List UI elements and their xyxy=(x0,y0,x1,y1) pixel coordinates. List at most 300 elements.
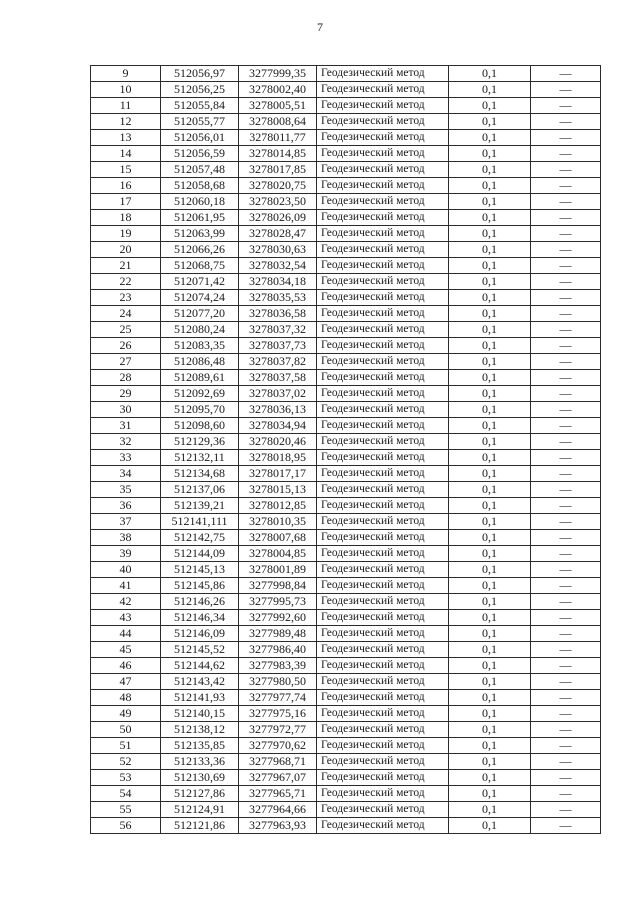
method-cell: Геодезический метод xyxy=(317,610,449,626)
note-cell: — xyxy=(531,754,601,770)
point-number-cell: 19 xyxy=(91,226,161,242)
table-row xyxy=(91,690,601,706)
table-row xyxy=(91,530,601,546)
note-cell: — xyxy=(531,210,601,226)
table-row xyxy=(91,274,601,290)
x-coordinate-cell: 512068,75 xyxy=(161,258,239,274)
accuracy-cell: 0,1 xyxy=(449,738,531,754)
table-row xyxy=(91,178,601,194)
x-coordinate-cell: 512134,68 xyxy=(161,466,239,482)
point-number-cell: 45 xyxy=(91,642,161,658)
note-cell: — xyxy=(531,226,601,242)
method-cell: Геодезический метод xyxy=(317,754,449,770)
x-coordinate-cell: 512071,42 xyxy=(161,274,239,290)
note-cell: — xyxy=(531,98,601,114)
accuracy-cell: 0,1 xyxy=(449,354,531,370)
accuracy-cell: 0,1 xyxy=(449,146,531,162)
y-coordinate-cell: 3277970,62 xyxy=(239,738,317,754)
y-coordinate-cell: 3278034,94 xyxy=(239,418,317,434)
x-coordinate-cell: 512089,61 xyxy=(161,370,239,386)
note-cell: — xyxy=(531,178,601,194)
table-row xyxy=(91,402,601,418)
y-coordinate-cell: 3277975,16 xyxy=(239,706,317,722)
point-number-cell: 41 xyxy=(91,578,161,594)
method-cell: Геодезический метод xyxy=(317,626,449,642)
method-cell: Геодезический метод xyxy=(317,466,449,482)
method-cell: Геодезический метод xyxy=(317,738,449,754)
table-row xyxy=(91,434,601,450)
note-cell: — xyxy=(531,786,601,802)
note-cell: — xyxy=(531,418,601,434)
accuracy-cell: 0,1 xyxy=(449,162,531,178)
accuracy-cell: 0,1 xyxy=(449,306,531,322)
note-cell: — xyxy=(531,530,601,546)
point-number-cell: 18 xyxy=(91,210,161,226)
note-cell: — xyxy=(531,738,601,754)
x-coordinate-cell: 512098,60 xyxy=(161,418,239,434)
x-coordinate-cell: 512074,24 xyxy=(161,290,239,306)
method-cell: Геодезический метод xyxy=(317,530,449,546)
y-coordinate-cell: 3277986,40 xyxy=(239,642,317,658)
method-cell: Геодезический метод xyxy=(317,482,449,498)
x-coordinate-cell: 512063,99 xyxy=(161,226,239,242)
method-cell: Геодезический метод xyxy=(317,594,449,610)
y-coordinate-cell: 3278030,63 xyxy=(239,242,317,258)
accuracy-cell: 0,1 xyxy=(449,466,531,482)
y-coordinate-cell: 3277995,73 xyxy=(239,594,317,610)
x-coordinate-cell: 512138,12 xyxy=(161,722,239,738)
y-coordinate-cell: 3278012,85 xyxy=(239,498,317,514)
point-number-cell: 56 xyxy=(91,818,161,834)
point-number-cell: 27 xyxy=(91,354,161,370)
point-number-cell: 52 xyxy=(91,754,161,770)
y-coordinate-cell: 3278037,82 xyxy=(239,354,317,370)
method-cell: Геодезический метод xyxy=(317,354,449,370)
x-coordinate-cell: 512129,36 xyxy=(161,434,239,450)
accuracy-cell: 0,1 xyxy=(449,226,531,242)
point-number-cell: 53 xyxy=(91,770,161,786)
coordinates-table xyxy=(90,65,601,834)
accuracy-cell: 0,1 xyxy=(449,434,531,450)
note-cell: — xyxy=(531,466,601,482)
note-cell: — xyxy=(531,130,601,146)
method-cell: Геодезический метод xyxy=(317,786,449,802)
y-coordinate-cell: 3278002,40 xyxy=(239,82,317,98)
point-number-cell: 28 xyxy=(91,370,161,386)
accuracy-cell: 0,1 xyxy=(449,370,531,386)
x-coordinate-cell: 512061,95 xyxy=(161,210,239,226)
table-row xyxy=(91,642,601,658)
method-cell: Геодезический метод xyxy=(317,258,449,274)
method-cell: Геодезический метод xyxy=(317,402,449,418)
point-number-cell: 30 xyxy=(91,402,161,418)
x-coordinate-cell: 512132,11 xyxy=(161,450,239,466)
method-cell: Геодезический метод xyxy=(317,146,449,162)
x-coordinate-cell: 512055,84 xyxy=(161,98,239,114)
point-number-cell: 43 xyxy=(91,610,161,626)
table-row xyxy=(91,130,601,146)
x-coordinate-cell: 512083,35 xyxy=(161,338,239,354)
accuracy-cell: 0,1 xyxy=(449,130,531,146)
y-coordinate-cell: 3278032,54 xyxy=(239,258,317,274)
table-row xyxy=(91,306,601,322)
accuracy-cell: 0,1 xyxy=(449,594,531,610)
point-number-cell: 37 xyxy=(91,514,161,530)
note-cell: — xyxy=(531,770,601,786)
accuracy-cell: 0,1 xyxy=(449,658,531,674)
table-row xyxy=(91,98,601,114)
table-row xyxy=(91,450,601,466)
accuracy-cell: 0,1 xyxy=(449,418,531,434)
y-coordinate-cell: 3277983,39 xyxy=(239,658,317,674)
point-number-cell: 15 xyxy=(91,162,161,178)
point-number-cell: 14 xyxy=(91,146,161,162)
accuracy-cell: 0,1 xyxy=(449,322,531,338)
x-coordinate-cell: 512141,93 xyxy=(161,690,239,706)
point-number-cell: 44 xyxy=(91,626,161,642)
point-number-cell: 20 xyxy=(91,242,161,258)
y-coordinate-cell: 3278007,68 xyxy=(239,530,317,546)
point-number-cell: 55 xyxy=(91,802,161,818)
table-row xyxy=(91,658,601,674)
accuracy-cell: 0,1 xyxy=(449,770,531,786)
point-number-cell: 23 xyxy=(91,290,161,306)
note-cell: — xyxy=(531,162,601,178)
table-row xyxy=(91,786,601,802)
x-coordinate-cell: 512137,06 xyxy=(161,482,239,498)
point-number-cell: 42 xyxy=(91,594,161,610)
x-coordinate-cell: 512145,52 xyxy=(161,642,239,658)
y-coordinate-cell: 3277965,71 xyxy=(239,786,317,802)
y-coordinate-cell: 3278028,47 xyxy=(239,226,317,242)
y-coordinate-cell: 3277999,35 xyxy=(239,66,317,82)
note-cell: — xyxy=(531,354,601,370)
x-coordinate-cell: 512127,86 xyxy=(161,786,239,802)
method-cell: Геодезический метод xyxy=(317,242,449,258)
table-row xyxy=(91,770,601,786)
y-coordinate-cell: 3277964,66 xyxy=(239,802,317,818)
point-number-cell: 25 xyxy=(91,322,161,338)
note-cell: — xyxy=(531,546,601,562)
note-cell: — xyxy=(531,514,601,530)
accuracy-cell: 0,1 xyxy=(449,338,531,354)
method-cell: Геодезический метод xyxy=(317,674,449,690)
table-row xyxy=(91,418,601,434)
y-coordinate-cell: 3278008,64 xyxy=(239,114,317,130)
table-row xyxy=(91,354,601,370)
point-number-cell: 51 xyxy=(91,738,161,754)
x-coordinate-cell: 512141,111 xyxy=(161,514,239,530)
y-coordinate-cell: 3277989,48 xyxy=(239,626,317,642)
table-row xyxy=(91,466,601,482)
table-row xyxy=(91,370,601,386)
accuracy-cell: 0,1 xyxy=(449,210,531,226)
method-cell: Геодезический метод xyxy=(317,450,449,466)
accuracy-cell: 0,1 xyxy=(449,802,531,818)
note-cell: — xyxy=(531,146,601,162)
x-coordinate-cell: 512140,15 xyxy=(161,706,239,722)
method-cell: Геодезический метод xyxy=(317,562,449,578)
note-cell: — xyxy=(531,722,601,738)
point-number-cell: 16 xyxy=(91,178,161,194)
table-row xyxy=(91,82,601,98)
table-row xyxy=(91,242,601,258)
note-cell: — xyxy=(531,626,601,642)
table-row xyxy=(91,386,601,402)
accuracy-cell: 0,1 xyxy=(449,66,531,82)
method-cell: Геодезический метод xyxy=(317,370,449,386)
table-row xyxy=(91,498,601,514)
method-cell: Геодезический метод xyxy=(317,578,449,594)
x-coordinate-cell: 512133,36 xyxy=(161,754,239,770)
y-coordinate-cell: 3277992,60 xyxy=(239,610,317,626)
accuracy-cell: 0,1 xyxy=(449,482,531,498)
method-cell: Геодезический метод xyxy=(317,386,449,402)
point-number-cell: 9 xyxy=(91,66,161,82)
x-coordinate-cell: 512144,62 xyxy=(161,658,239,674)
y-coordinate-cell: 3277977,74 xyxy=(239,690,317,706)
y-coordinate-cell: 3277998,84 xyxy=(239,578,317,594)
note-cell: — xyxy=(531,258,601,274)
accuracy-cell: 0,1 xyxy=(449,98,531,114)
y-coordinate-cell: 3278005,51 xyxy=(239,98,317,114)
point-number-cell: 31 xyxy=(91,418,161,434)
method-cell: Геодезический метод xyxy=(317,498,449,514)
accuracy-cell: 0,1 xyxy=(449,178,531,194)
table-row xyxy=(91,66,601,82)
method-cell: Геодезический метод xyxy=(317,114,449,130)
note-cell: — xyxy=(531,818,601,834)
method-cell: Геодезический метод xyxy=(317,802,449,818)
note-cell: — xyxy=(531,482,601,498)
table-row xyxy=(91,194,601,210)
x-coordinate-cell: 512066,26 xyxy=(161,242,239,258)
x-coordinate-cell: 512056,97 xyxy=(161,66,239,82)
x-coordinate-cell: 512145,86 xyxy=(161,578,239,594)
method-cell: Геодезический метод xyxy=(317,322,449,338)
point-number-cell: 35 xyxy=(91,482,161,498)
y-coordinate-cell: 3278015,13 xyxy=(239,482,317,498)
note-cell: — xyxy=(531,706,601,722)
y-coordinate-cell: 3277963,93 xyxy=(239,818,317,834)
x-coordinate-cell: 512139,21 xyxy=(161,498,239,514)
table-row xyxy=(91,146,601,162)
accuracy-cell: 0,1 xyxy=(449,258,531,274)
table-row xyxy=(91,322,601,338)
point-number-cell: 38 xyxy=(91,530,161,546)
note-cell: — xyxy=(531,66,601,82)
note-cell: — xyxy=(531,194,601,210)
point-number-cell: 48 xyxy=(91,690,161,706)
accuracy-cell: 0,1 xyxy=(449,242,531,258)
method-cell: Геодезический метод xyxy=(317,658,449,674)
point-number-cell: 22 xyxy=(91,274,161,290)
accuracy-cell: 0,1 xyxy=(449,674,531,690)
accuracy-cell: 0,1 xyxy=(449,690,531,706)
point-number-cell: 40 xyxy=(91,562,161,578)
table-row xyxy=(91,578,601,594)
x-coordinate-cell: 512124,91 xyxy=(161,802,239,818)
y-coordinate-cell: 3278037,02 xyxy=(239,386,317,402)
point-number-cell: 39 xyxy=(91,546,161,562)
x-coordinate-cell: 512086,48 xyxy=(161,354,239,370)
table-row xyxy=(91,114,601,130)
method-cell: Геодезический метод xyxy=(317,418,449,434)
accuracy-cell: 0,1 xyxy=(449,290,531,306)
method-cell: Геодезический метод xyxy=(317,130,449,146)
point-number-cell: 32 xyxy=(91,434,161,450)
y-coordinate-cell: 3277972,77 xyxy=(239,722,317,738)
note-cell: — xyxy=(531,594,601,610)
table-row xyxy=(91,162,601,178)
note-cell: — xyxy=(531,578,601,594)
accuracy-cell: 0,1 xyxy=(449,402,531,418)
table-row xyxy=(91,226,601,242)
note-cell: — xyxy=(531,498,601,514)
accuracy-cell: 0,1 xyxy=(449,194,531,210)
note-cell: — xyxy=(531,690,601,706)
point-number-cell: 13 xyxy=(91,130,161,146)
accuracy-cell: 0,1 xyxy=(449,786,531,802)
note-cell: — xyxy=(531,290,601,306)
table-row xyxy=(91,610,601,626)
table-row xyxy=(91,722,601,738)
accuracy-cell: 0,1 xyxy=(449,530,531,546)
y-coordinate-cell: 3278037,58 xyxy=(239,370,317,386)
x-coordinate-cell: 512092,69 xyxy=(161,386,239,402)
x-coordinate-cell: 512144,09 xyxy=(161,546,239,562)
x-coordinate-cell: 512060,18 xyxy=(161,194,239,210)
method-cell: Геодезический метод xyxy=(317,434,449,450)
accuracy-cell: 0,1 xyxy=(449,82,531,98)
y-coordinate-cell: 3278017,17 xyxy=(239,466,317,482)
x-coordinate-cell: 512058,68 xyxy=(161,178,239,194)
y-coordinate-cell: 3278036,58 xyxy=(239,306,317,322)
point-number-cell: 36 xyxy=(91,498,161,514)
note-cell: — xyxy=(531,82,601,98)
y-coordinate-cell: 3277967,07 xyxy=(239,770,317,786)
y-coordinate-cell: 3278014,85 xyxy=(239,146,317,162)
y-coordinate-cell: 3277968,71 xyxy=(239,754,317,770)
accuracy-cell: 0,1 xyxy=(449,450,531,466)
method-cell: Геодезический метод xyxy=(317,306,449,322)
y-coordinate-cell: 3278004,85 xyxy=(239,546,317,562)
table-row xyxy=(91,818,601,834)
y-coordinate-cell: 3278010,35 xyxy=(239,514,317,530)
y-coordinate-cell: 3277980,50 xyxy=(239,674,317,690)
accuracy-cell: 0,1 xyxy=(449,818,531,834)
y-coordinate-cell: 3278037,73 xyxy=(239,338,317,354)
table-row xyxy=(91,562,601,578)
table-row xyxy=(91,546,601,562)
y-coordinate-cell: 3278034,18 xyxy=(239,274,317,290)
method-cell: Геодезический метод xyxy=(317,162,449,178)
table-row xyxy=(91,258,601,274)
note-cell: — xyxy=(531,434,601,450)
table-row xyxy=(91,626,601,642)
accuracy-cell: 0,1 xyxy=(449,514,531,530)
x-coordinate-cell: 512055,77 xyxy=(161,114,239,130)
table-row xyxy=(91,482,601,498)
method-cell: Геодезический метод xyxy=(317,722,449,738)
point-number-cell: 21 xyxy=(91,258,161,274)
note-cell: — xyxy=(531,242,601,258)
accuracy-cell: 0,1 xyxy=(449,386,531,402)
table-row xyxy=(91,802,601,818)
method-cell: Геодезический метод xyxy=(317,178,449,194)
y-coordinate-cell: 3278037,32 xyxy=(239,322,317,338)
point-number-cell: 50 xyxy=(91,722,161,738)
accuracy-cell: 0,1 xyxy=(449,626,531,642)
note-cell: — xyxy=(531,274,601,290)
method-cell: Геодезический метод xyxy=(317,194,449,210)
accuracy-cell: 0,1 xyxy=(449,706,531,722)
accuracy-cell: 0,1 xyxy=(449,722,531,738)
table-row xyxy=(91,514,601,530)
point-number-cell: 46 xyxy=(91,658,161,674)
point-number-cell: 29 xyxy=(91,386,161,402)
x-coordinate-cell: 512143,42 xyxy=(161,674,239,690)
note-cell: — xyxy=(531,562,601,578)
method-cell: Геодезический метод xyxy=(317,290,449,306)
method-cell: Геодезический метод xyxy=(317,338,449,354)
table-row xyxy=(91,594,601,610)
accuracy-cell: 0,1 xyxy=(449,498,531,514)
y-coordinate-cell: 3278026,09 xyxy=(239,210,317,226)
method-cell: Геодезический метод xyxy=(317,274,449,290)
accuracy-cell: 0,1 xyxy=(449,754,531,770)
accuracy-cell: 0,1 xyxy=(449,546,531,562)
x-coordinate-cell: 512056,01 xyxy=(161,130,239,146)
x-coordinate-cell: 512095,70 xyxy=(161,402,239,418)
y-coordinate-cell: 3278036,13 xyxy=(239,402,317,418)
note-cell: — xyxy=(531,658,601,674)
note-cell: — xyxy=(531,402,601,418)
point-number-cell: 33 xyxy=(91,450,161,466)
point-number-cell: 54 xyxy=(91,786,161,802)
x-coordinate-cell: 512056,59 xyxy=(161,146,239,162)
method-cell: Геодезический метод xyxy=(317,706,449,722)
method-cell: Геодезический метод xyxy=(317,514,449,530)
note-cell: — xyxy=(531,114,601,130)
point-number-cell: 11 xyxy=(91,98,161,114)
method-cell: Геодезический метод xyxy=(317,818,449,834)
note-cell: — xyxy=(531,642,601,658)
point-number-cell: 49 xyxy=(91,706,161,722)
method-cell: Геодезический метод xyxy=(317,690,449,706)
method-cell: Геодезический метод xyxy=(317,546,449,562)
point-number-cell: 17 xyxy=(91,194,161,210)
x-coordinate-cell: 512057,48 xyxy=(161,162,239,178)
x-coordinate-cell: 512146,34 xyxy=(161,610,239,626)
note-cell: — xyxy=(531,610,601,626)
method-cell: Геодезический метод xyxy=(317,642,449,658)
point-number-cell: 47 xyxy=(91,674,161,690)
table-row xyxy=(91,738,601,754)
note-cell: — xyxy=(531,322,601,338)
note-cell: — xyxy=(531,306,601,322)
y-coordinate-cell: 3278011,77 xyxy=(239,130,317,146)
note-cell: — xyxy=(531,338,601,354)
method-cell: Геодезический метод xyxy=(317,210,449,226)
table-row xyxy=(91,338,601,354)
y-coordinate-cell: 3278001,89 xyxy=(239,562,317,578)
y-coordinate-cell: 3278017,85 xyxy=(239,162,317,178)
point-number-cell: 34 xyxy=(91,466,161,482)
accuracy-cell: 0,1 xyxy=(449,562,531,578)
table-row xyxy=(91,210,601,226)
accuracy-cell: 0,1 xyxy=(449,642,531,658)
